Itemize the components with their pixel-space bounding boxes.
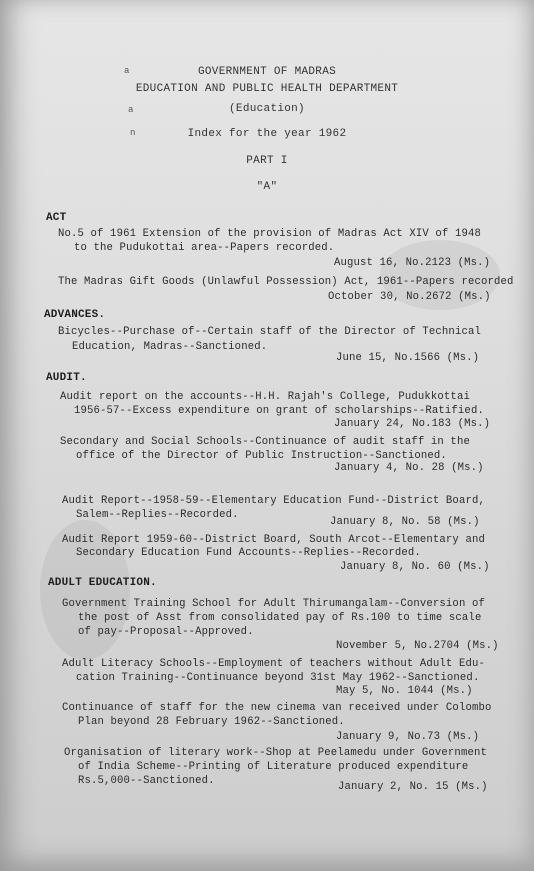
part-label: PART I [246, 155, 288, 167]
entry-line: Secondary and Social Schools--Continuance of audit staff in the [60, 436, 470, 448]
index-title: Index for the year 1962 [187, 128, 347, 140]
entry-line: No.5 of 1961 Extension of the provision of Madras Act XIV of 1948 [58, 228, 481, 240]
subdepartment-heading: (Education) [229, 103, 305, 115]
entry-line: Rs.5,000--Sanctioned. [78, 775, 215, 787]
entry-reference: January 8, No. 60 (Ms.) [340, 561, 490, 573]
entry-line: The Madras Gift Goods (Unlawful Possession) Act, 1961--Papers recorded [58, 276, 514, 288]
margin-mark: a [128, 105, 134, 115]
entry-line: Audit Report--1958-59--Elementary Education Fund--District Board, [62, 495, 485, 507]
entry-line: Audit Report 1959-60--District Board, South Arcot--Elementary and [62, 534, 485, 546]
entry-line: of India Scheme--Printing of Literature produced expenditure [78, 761, 469, 773]
entry-reference: November 5, No.2704 (Ms.) [336, 640, 499, 652]
entry-line: to the Pudukottai area--Papers recorded. [74, 242, 335, 254]
entry-reference: June 15, No.1566 (Ms.) [336, 352, 480, 364]
section-heading-act: ACT [46, 212, 67, 224]
letter-label: "A" [256, 181, 278, 193]
entry-line: of pay--Proposal--Approved. [78, 626, 254, 638]
section-heading-adult-education: ADULT EDUCATION. [48, 577, 157, 589]
entry-line: Salem--Replies--Recorded. [76, 509, 239, 521]
entry-line: Audit report on the accounts--H.H. Rajah's College, Pudukkottai [60, 391, 470, 403]
margin-mark: n [130, 128, 136, 138]
margin-mark: a [124, 66, 130, 76]
entry-reference: January 2, No. 15 (Ms.) [338, 781, 488, 793]
entry-line: Continuance of staff for the new cinema van received under Colombo [62, 702, 492, 714]
entry-line: office of the Director of Public Instruction--Sanctioned. [76, 450, 447, 462]
entry-reference: January 4, No. 28 (Ms.) [334, 462, 484, 474]
entry-reference: January 9, No.73 (Ms.) [336, 731, 480, 743]
entry-line: Education, Madras--Sanctioned. [72, 341, 268, 353]
entry-line: the post of Asst from consolidated pay of Rs.100 to time scale [78, 612, 482, 624]
entry-line: Government Training School for Adult Thirumangalam--Conversion of [62, 598, 485, 610]
department-heading: EDUCATION AND PUBLIC HEALTH DEPARTMENT [135, 83, 399, 95]
entry-line: Adult Literacy Schools--Employment of teachers without Adult Edu- [62, 658, 485, 670]
entry-line: cation Training--Continuance beyond 31st May 1962--Sanctioned. [76, 672, 480, 684]
government-heading: GOVERNMENT OF MADRAS [197, 66, 337, 78]
entry-reference: January 24, No.183 (Ms.) [334, 418, 491, 430]
section-heading-audit: AUDIT. [46, 372, 87, 384]
entry-reference: January 8, No. 58 (Ms.) [330, 516, 480, 528]
entry-line: Secondary Education Fund Accounts--Replies--Recorded. [76, 547, 421, 559]
entry-line: 1956-57--Excess expenditure on grant of scholarships--Ratified. [74, 405, 484, 417]
entry-reference: May 5, No. 1044 (Ms.) [336, 685, 473, 697]
entry-reference: August 16, No.2123 (Ms.) [334, 257, 491, 269]
entry-line: Organisation of literary work--Shop at Peelamedu under Government [64, 747, 487, 759]
entry-line: Bicycles--Purchase of--Certain staff of the Director of Technical [58, 326, 481, 338]
section-heading-advances: ADVANCES. [44, 309, 106, 321]
entry-reference: October 30, No.2672 (Ms.) [328, 291, 491, 303]
entry-line: Plan beyond 28 February 1962--Sanctioned. [78, 716, 345, 728]
